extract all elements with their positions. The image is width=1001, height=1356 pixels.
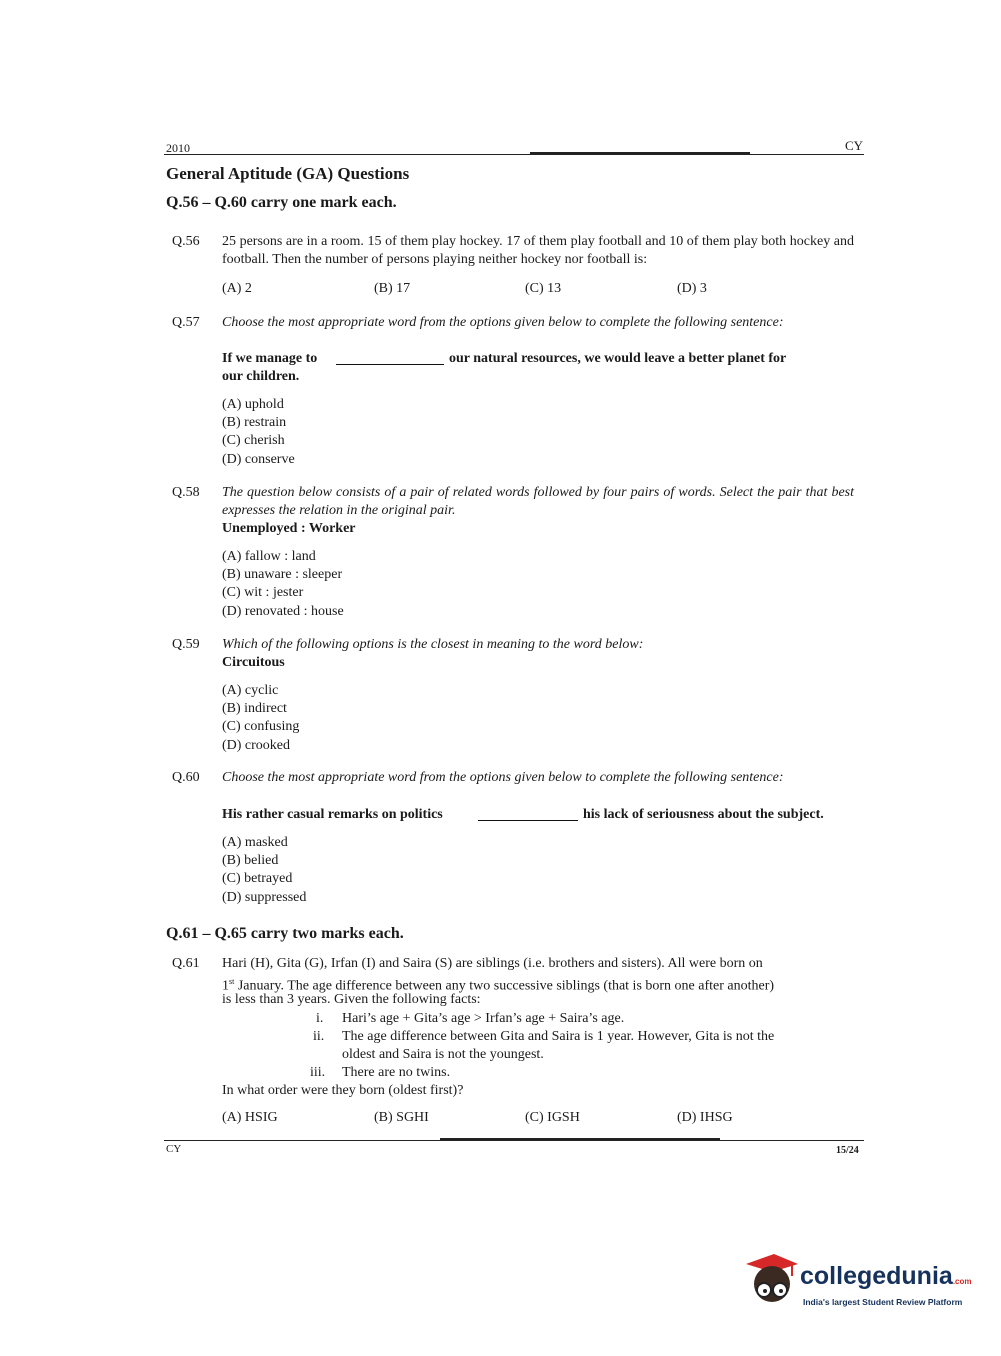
logo-suffix: .com xyxy=(952,1277,972,1286)
footer-rule-thick xyxy=(440,1138,720,1140)
footer-rule xyxy=(164,1140,864,1141)
option-b: (B) indirect xyxy=(222,701,287,717)
option-c: (C) cherish xyxy=(222,433,285,449)
option-b: (B) belied xyxy=(222,853,279,869)
question-text: Choose the most appropriate word from the options given below to complete the following sentence: xyxy=(222,770,784,785)
logo-tagline: India's largest Student Review Platform xyxy=(803,1297,963,1307)
fact-number: iii. xyxy=(310,1065,326,1080)
question-text-line-1: Hari (H), Gita (G), Irfan (I) and Saira (S) are siblings (i.e. brothers and sisters). All were born on xyxy=(222,956,763,971)
question-number: Q.61 xyxy=(172,956,200,971)
option-b: (B) SGHI xyxy=(374,1110,429,1125)
option-b: (B) 17 xyxy=(374,281,411,296)
logo-name: collegedunia xyxy=(800,1262,953,1290)
question-text: Which of the following options is the closest in meaning to the word below: xyxy=(222,637,644,652)
question-number: Q.60 xyxy=(172,770,200,785)
sentence-part-1: His rather casual remarks on politics xyxy=(222,807,443,822)
question-number: Q.57 xyxy=(172,315,200,330)
target-word: Circuitous xyxy=(222,655,285,670)
option-d: (D) crooked xyxy=(222,737,291,753)
option-d: (D) conserve xyxy=(222,451,295,467)
option-c: (C) 13 xyxy=(525,281,562,296)
question-number: Q.56 xyxy=(172,234,200,249)
word-pair: Unemployed : Worker xyxy=(222,521,356,536)
question-text-line-3: is less than 3 years. Given the following facts: xyxy=(222,992,481,1007)
option-d: (D) 3 xyxy=(677,281,707,296)
header-code: CY xyxy=(845,138,864,153)
header-rule-thick xyxy=(530,152,750,154)
fact-text: There are no twins. xyxy=(342,1065,451,1080)
sentence-part-3: our children. xyxy=(222,369,300,384)
fact-number: i. xyxy=(316,1011,324,1026)
question-text: The question below consists of a pair of related words followed by four pairs of words. Select the pair that best expresses the relation in the original pair. xyxy=(222,485,854,518)
option-b: (B) unaware : sleeper xyxy=(222,567,343,583)
section-title: General Aptitude (GA) Questions xyxy=(166,164,410,183)
option-d: (D) renovated : house xyxy=(222,603,344,619)
ordinal-suffix: st xyxy=(229,977,235,986)
marks-one-heading: Q.56 – Q.60 carry one mark each. xyxy=(166,194,397,211)
fill-blank xyxy=(336,352,444,365)
option-c: (C) wit : jester xyxy=(222,585,304,601)
question-text: 25 persons are in a room. 15 of them play hockey. 17 of them play football and 10 of them play both hockey and football. Then the number of persons playing neither hockey nor football is: xyxy=(222,234,854,267)
header-year: 2010 xyxy=(166,141,190,155)
logo-wordmark xyxy=(800,1262,971,1291)
question-text: Choose the most appropriate word from the options given below to complete the following sentence: xyxy=(222,315,784,330)
header-rule xyxy=(164,154,864,155)
option-c: (C) IGSH xyxy=(525,1110,580,1125)
option-a: (A) fallow : land xyxy=(222,549,316,564)
option-list xyxy=(222,834,306,907)
sentence-part-2: his lack of seriousness about the subject. xyxy=(583,807,824,822)
fill-blank xyxy=(478,808,578,821)
option-d: (D) IHSG xyxy=(677,1110,733,1125)
sentence-part-1: If we manage to xyxy=(222,351,318,366)
fact-number: ii. xyxy=(313,1029,325,1044)
option-c: (C) confusing xyxy=(222,719,300,735)
fact-text-continued: oldest and Saira is not the youngest. xyxy=(342,1047,544,1062)
option-list xyxy=(222,548,344,621)
question-number: Q.58 xyxy=(172,485,200,500)
logo-mascot-icon xyxy=(740,1250,800,1310)
option-c: (C) betrayed xyxy=(222,871,293,887)
question-number: Q.59 xyxy=(172,637,200,652)
option-list xyxy=(222,396,295,469)
ordinal-number: 1 xyxy=(222,978,229,994)
option-a: (A) 2 xyxy=(222,281,252,296)
option-list xyxy=(222,682,299,755)
fact-text: The age difference between Gita and Saira is 1 year. However, Gita is not the xyxy=(342,1029,775,1044)
footer-code: CY xyxy=(166,1143,182,1155)
option-a: (A) cyclic xyxy=(222,683,279,698)
question-text-line-2-rest: January. The age difference between any two successive siblings (that is born one after another) xyxy=(234,978,775,994)
option-d: (D) suppressed xyxy=(222,889,307,905)
sentence-part-2: our natural resources, we would leave a better planet for xyxy=(449,351,787,366)
option-a: (A) uphold xyxy=(222,397,284,412)
question-prompt: In what order were they born (oldest first)? xyxy=(222,1083,464,1098)
option-b: (B) restrain xyxy=(222,415,287,431)
option-a: (A) masked xyxy=(222,835,288,850)
option-a: (A) HSIG xyxy=(222,1110,278,1125)
fact-text: Hari’s age + Gita’s age > Irfan’s age + Saira’s age. xyxy=(342,1011,625,1026)
page-number: 15/24 xyxy=(836,1145,859,1156)
marks-two-heading: Q.61 – Q.65 carry two marks each. xyxy=(166,925,404,942)
